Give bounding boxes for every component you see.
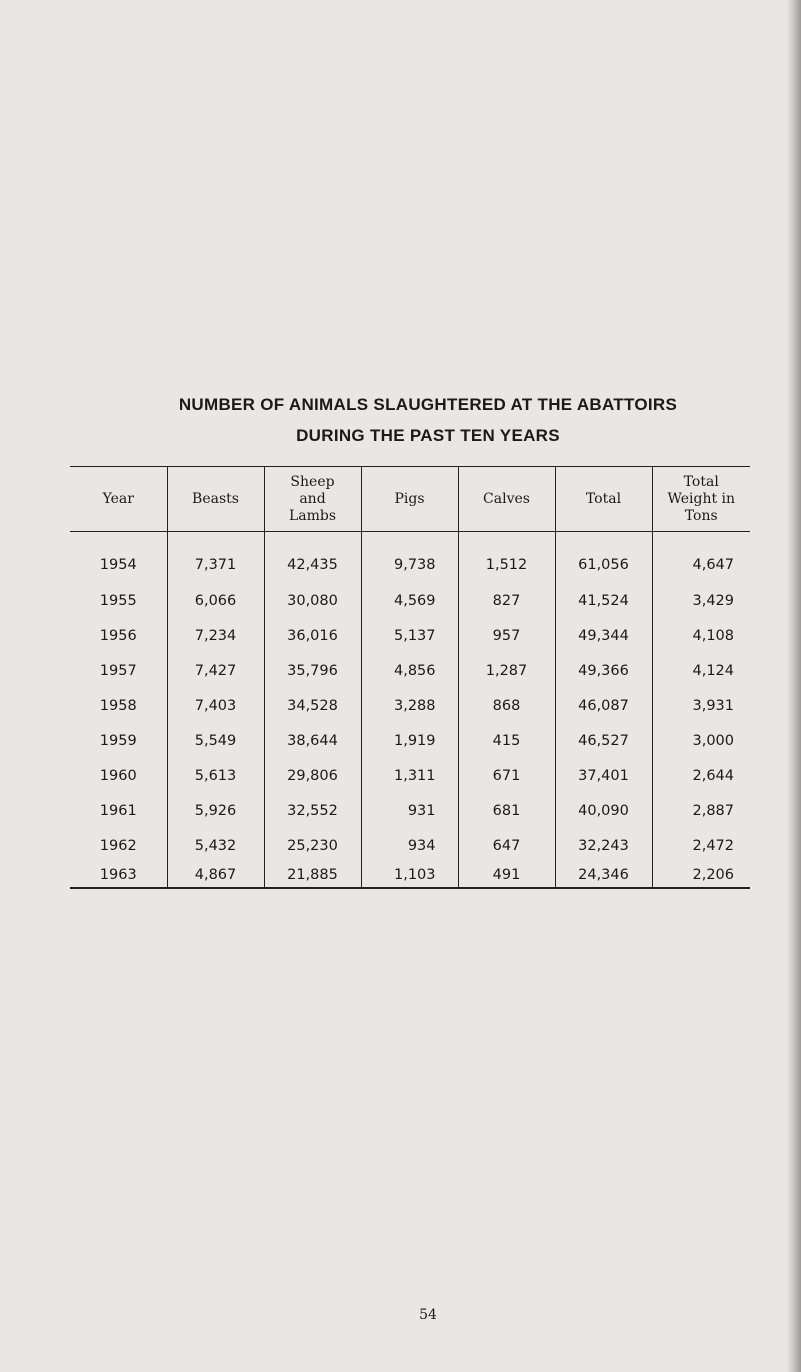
cell-total: 32,243 — [555, 828, 652, 863]
cell-beasts: 6,066 — [167, 583, 264, 618]
header-calves-label: Calves — [483, 490, 530, 507]
header-sheep-line-2: and — [299, 490, 326, 507]
cell-calves: 415 — [458, 723, 555, 758]
cell-beasts: 7,427 — [167, 653, 264, 688]
header-pigs-label: Pigs — [394, 490, 425, 507]
header-weight-line-1: Total — [683, 473, 719, 490]
cell-year: 1963 — [70, 863, 167, 888]
cell-total: 37,401 — [555, 758, 652, 793]
cell-year: 1962 — [70, 828, 167, 863]
cell-sheep-and-lambs: 42,435 — [264, 532, 361, 584]
cell-total-weight: 3,429 — [652, 583, 750, 618]
cell-year: 1959 — [70, 723, 167, 758]
cell-sheep-and-lambs: 25,230 — [264, 828, 361, 863]
cell-total: 24,346 — [555, 863, 652, 888]
slaughter-statistics-table — [70, 466, 750, 889]
cell-total: 40,090 — [555, 793, 652, 828]
page-edge-shadow — [787, 0, 801, 1372]
table-row — [70, 653, 750, 688]
cell-calves: 681 — [458, 793, 555, 828]
cell-beasts: 4,867 — [167, 863, 264, 888]
cell-pigs: 1,311 — [361, 758, 458, 793]
cell-year: 1961 — [70, 793, 167, 828]
cell-beasts: 5,549 — [167, 723, 264, 758]
cell-total: 46,527 — [555, 723, 652, 758]
cell-pigs: 1,103 — [361, 863, 458, 888]
header-sheep-line-1: Sheep — [290, 473, 335, 490]
table-row — [70, 688, 750, 723]
header-total-weight — [652, 467, 750, 532]
cell-total: 49,366 — [555, 653, 652, 688]
page-title-line-1: NUMBER OF ANIMALS SLAUGHTERED AT THE ABATTOIRS — [178, 395, 678, 414]
header-calves — [458, 467, 555, 532]
cell-total-weight: 2,206 — [652, 863, 750, 888]
table-header-row — [70, 467, 750, 532]
cell-calves: 671 — [458, 758, 555, 793]
cell-beasts: 7,403 — [167, 688, 264, 723]
table-row — [70, 863, 750, 888]
header-sheep-and-lambs — [264, 467, 361, 532]
cell-beasts: 5,926 — [167, 793, 264, 828]
cell-pigs: 5,137 — [361, 618, 458, 653]
table-row — [70, 532, 750, 584]
header-weight-line-3: Tons — [684, 507, 718, 524]
cell-sheep-and-lambs: 21,885 — [264, 863, 361, 888]
header-pigs — [361, 467, 458, 532]
table-body — [70, 532, 750, 889]
header-beasts — [167, 467, 264, 532]
header-total-label: Total — [585, 490, 622, 507]
header-year — [70, 467, 167, 532]
cell-total-weight: 2,887 — [652, 793, 750, 828]
page-title-line-2: DURING THE PAST TEN YEARS — [296, 426, 560, 445]
cell-total: 41,524 — [555, 583, 652, 618]
cell-pigs: 1,919 — [361, 723, 458, 758]
cell-calves: 827 — [458, 583, 555, 618]
cell-year: 1960 — [70, 758, 167, 793]
cell-year: 1957 — [70, 653, 167, 688]
header-beasts-label: Beasts — [192, 490, 239, 507]
cell-pigs: 934 — [361, 828, 458, 863]
table-row — [70, 618, 750, 653]
cell-year: 1955 — [70, 583, 167, 618]
cell-sheep-and-lambs: 35,796 — [264, 653, 361, 688]
cell-total-weight: 4,647 — [652, 532, 750, 584]
cell-beasts: 7,234 — [167, 618, 264, 653]
cell-sheep-and-lambs: 34,528 — [264, 688, 361, 723]
cell-sheep-and-lambs: 32,552 — [264, 793, 361, 828]
cell-calves: 1,287 — [458, 653, 555, 688]
cell-total-weight: 2,644 — [652, 758, 750, 793]
table-row — [70, 583, 750, 618]
cell-year: 1958 — [70, 688, 167, 723]
page-number: 54 — [419, 1307, 437, 1323]
cell-pigs: 4,569 — [361, 583, 458, 618]
cell-total-weight: 4,124 — [652, 653, 750, 688]
table-row — [70, 793, 750, 828]
cell-calves: 1,512 — [458, 532, 555, 584]
cell-total: 61,056 — [555, 532, 652, 584]
table-row — [70, 828, 750, 863]
cell-calves: 491 — [458, 863, 555, 888]
header-weight-line-2: Weight in — [667, 490, 736, 507]
slaughter-statistics-table-container — [70, 466, 750, 889]
header-total — [555, 467, 652, 532]
cell-total-weight: 3,000 — [652, 723, 750, 758]
cell-pigs: 3,288 — [361, 688, 458, 723]
cell-pigs: 9,738 — [361, 532, 458, 584]
cell-sheep-and-lambs: 30,080 — [264, 583, 361, 618]
cell-pigs: 931 — [361, 793, 458, 828]
cell-year: 1956 — [70, 618, 167, 653]
cell-total-weight: 4,108 — [652, 618, 750, 653]
cell-total-weight: 2,472 — [652, 828, 750, 863]
cell-calves: 957 — [458, 618, 555, 653]
cell-total: 49,344 — [555, 618, 652, 653]
cell-beasts: 7,371 — [167, 532, 264, 584]
cell-year: 1954 — [70, 532, 167, 584]
cell-sheep-and-lambs: 29,806 — [264, 758, 361, 793]
table-row — [70, 723, 750, 758]
cell-total: 46,087 — [555, 688, 652, 723]
cell-pigs: 4,856 — [361, 653, 458, 688]
cell-total-weight: 3,931 — [652, 688, 750, 723]
cell-calves: 868 — [458, 688, 555, 723]
table-row — [70, 758, 750, 793]
cell-beasts: 5,432 — [167, 828, 264, 863]
cell-calves: 647 — [458, 828, 555, 863]
cell-beasts: 5,613 — [167, 758, 264, 793]
cell-sheep-and-lambs: 36,016 — [264, 618, 361, 653]
header-sheep-line-3: Lambs — [288, 507, 337, 524]
header-year-label: Year — [102, 490, 134, 507]
cell-sheep-and-lambs: 38,644 — [264, 723, 361, 758]
